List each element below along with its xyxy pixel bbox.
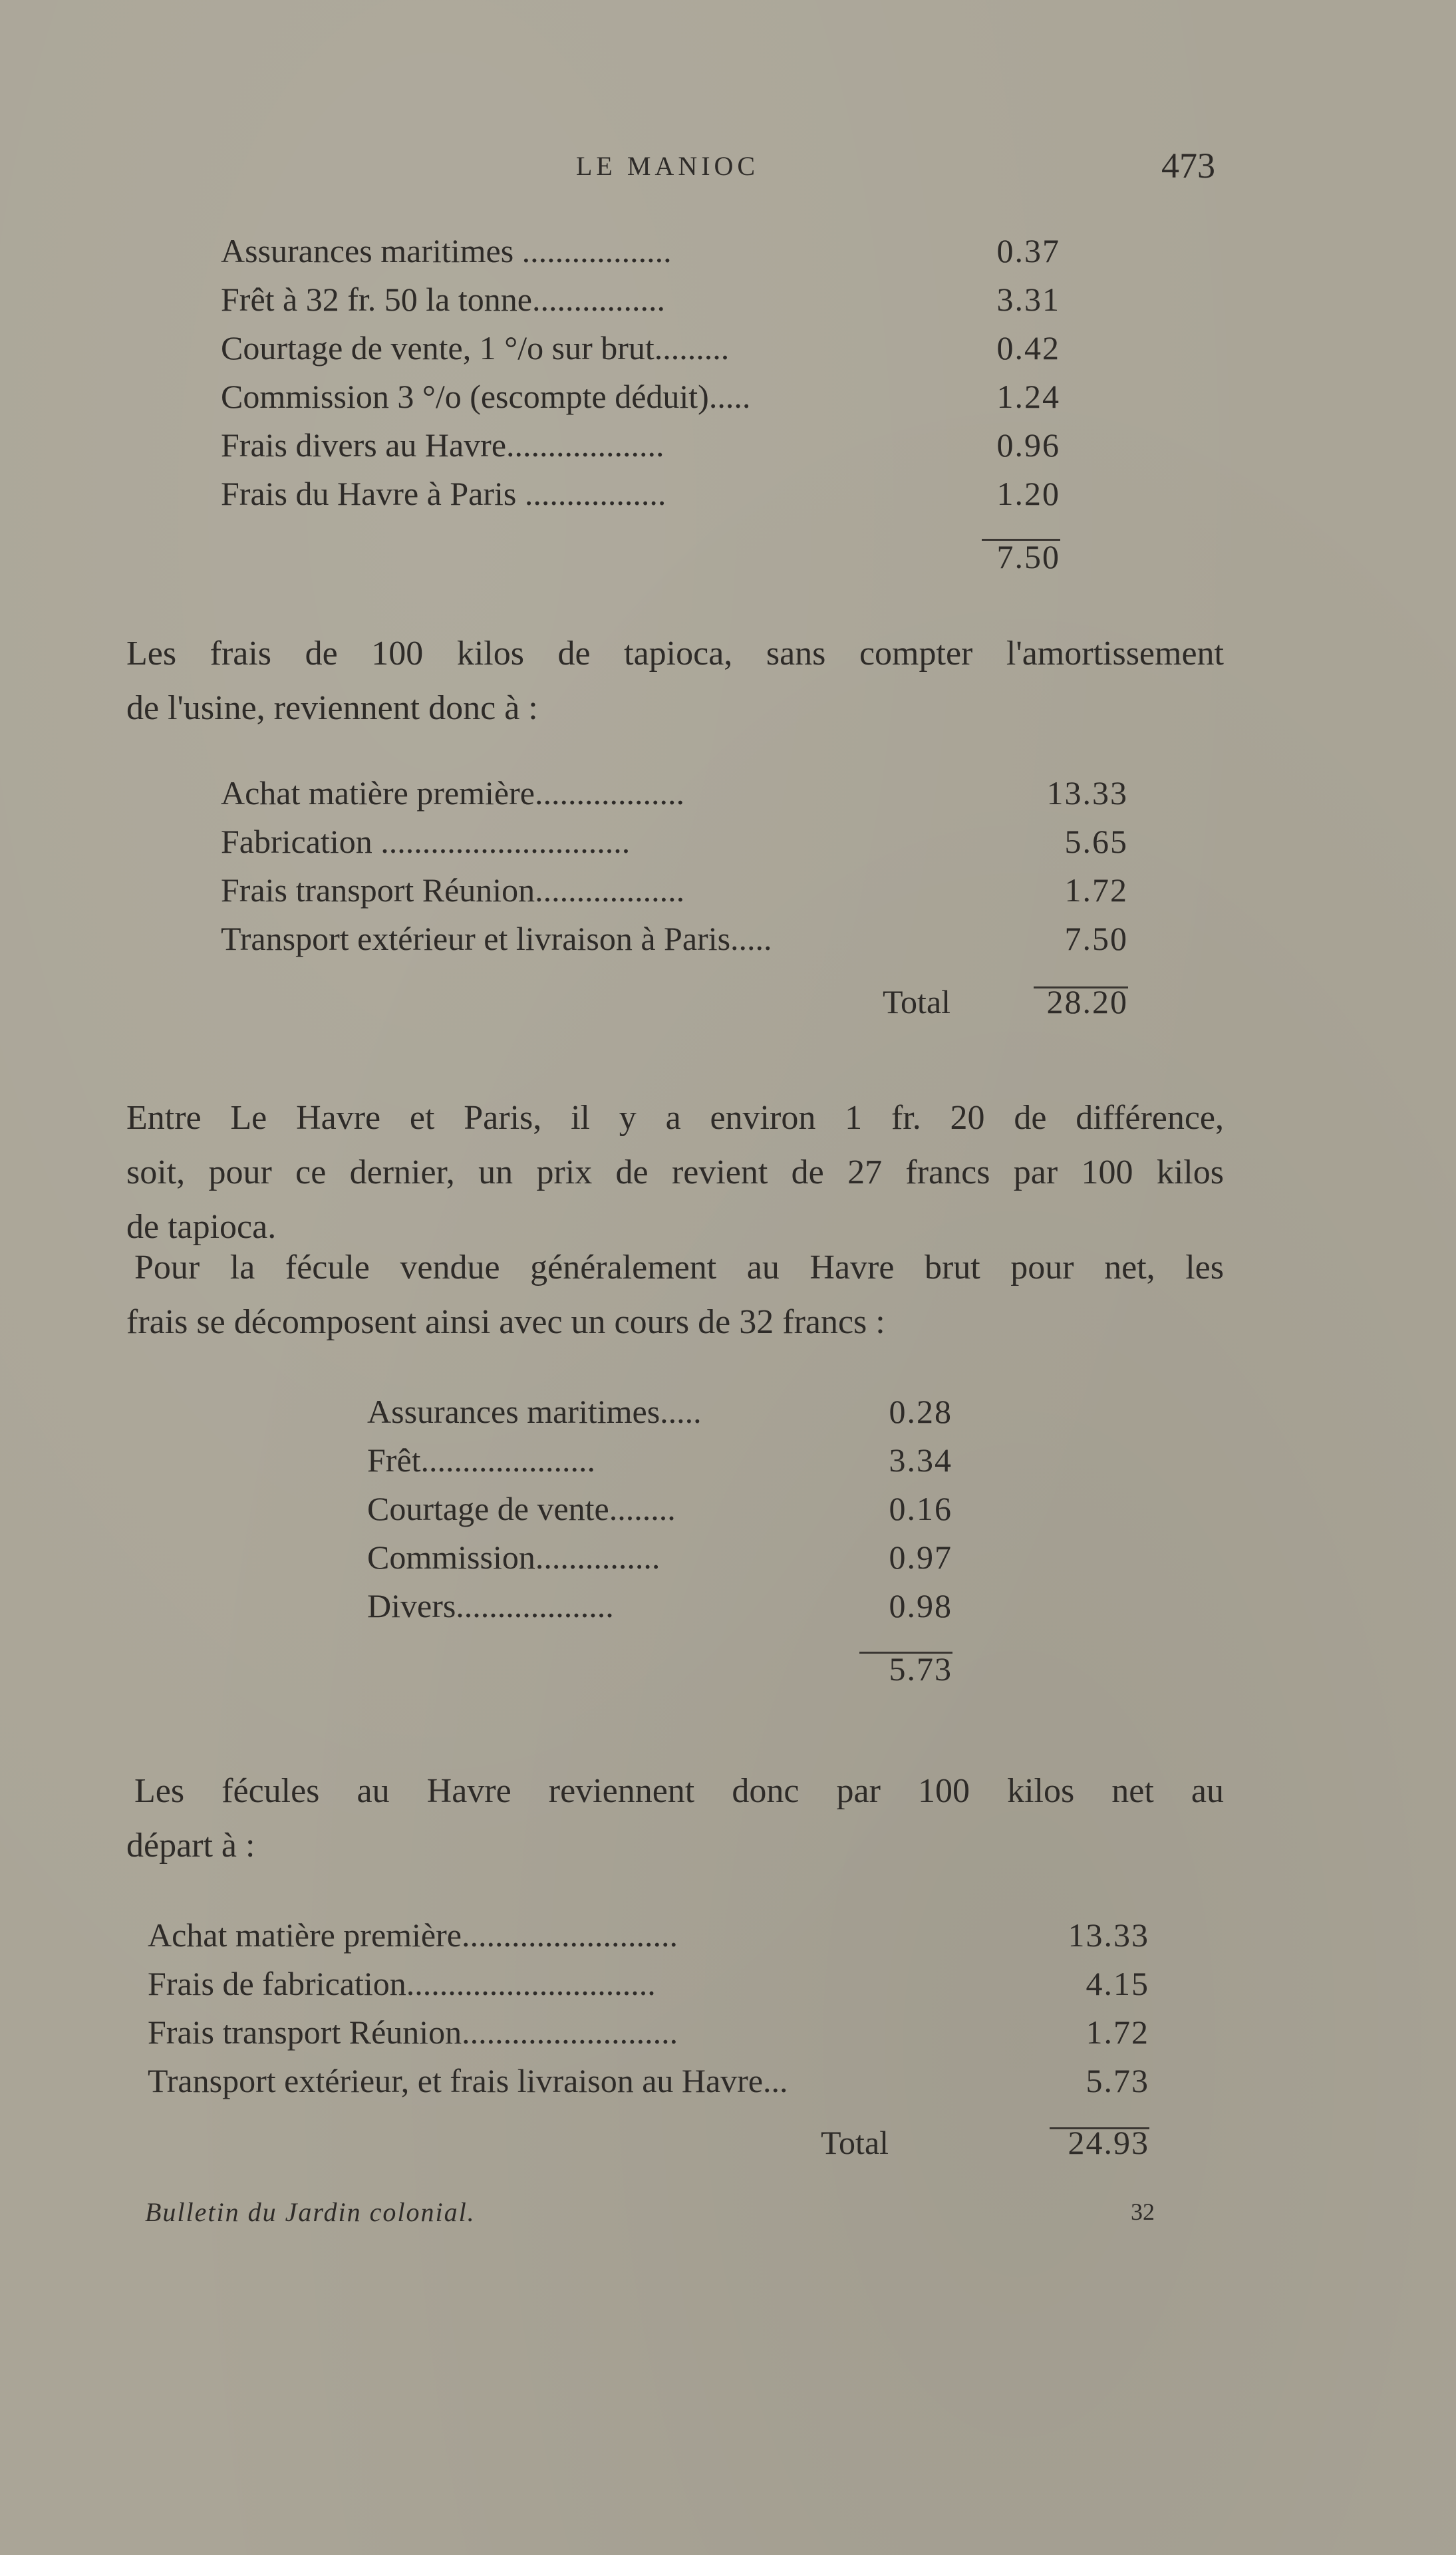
row-label: Transport extérieur et livraison à Paris..... [221,920,772,957]
row-label: Courtage de vente........ [367,1490,676,1527]
total-label: Total [883,983,951,1020]
row-value: 1.24 [996,378,1060,415]
row-label: Frais de fabrication.............................. [148,1965,656,2002]
text-line: soit, pour ce dernier, un prix de revient de 27 francs par 100 kilos [126,1153,1224,1191]
row-value: 0.28 [889,1393,952,1430]
table-row [367,1538,952,1586]
table-row [367,1489,952,1538]
total-value: 24.93 [1068,2124,1149,2161]
table-row [367,1441,952,1489]
paragraph [126,1241,1224,1350]
text-line: Entre Le Havre et Paris, il y a environ 1 fr. 20 de différence, [126,1099,1224,1137]
row-value: 13.33 [1046,774,1128,812]
row-label: Commission 3 °/o (escompte déduit)..... [221,378,751,415]
total-value: 28.20 [1046,983,1128,1020]
starch-cost-table [367,1392,952,1698]
table-row [221,231,1060,280]
table-row [221,329,1060,377]
row-label: Assurances maritimes .................. [221,232,672,269]
row-value: 5.73 [1086,2062,1149,2099]
table-row [221,919,1128,968]
row-label: Achat matière première.......................... [148,1916,678,1954]
row-value: 0.97 [889,1539,952,1576]
table-row [221,474,1060,523]
row-value: 0.42 [996,329,1060,367]
row-label: Frais du Havre à Paris ................. [221,475,666,512]
freight-cost-table [221,231,1060,586]
text-line: Pour la fécule vendue généralement au Havre brut pour net, les [134,1249,1224,1286]
running-title: LE MANIOC [576,151,760,181]
table-row [221,426,1060,474]
table-row [221,774,1128,822]
row-value: 3.34 [889,1441,952,1479]
paragraph [126,627,1224,736]
row-label: Divers................... [367,1587,614,1624]
row-label: Frêt..................... [367,1441,596,1479]
table-row [148,2013,1149,2061]
total-label: Total [821,2124,889,2161]
row-value: 0.96 [996,426,1060,464]
total-row [221,982,1128,1031]
row-label: Frêt à 32 fr. 50 la tonne................ [221,281,665,318]
text-line: Les frais de 100 kilos de tapioca, sans compter l'amortissement [126,635,1224,673]
paragraph [126,1764,1224,1873]
paragraph [126,1091,1224,1255]
row-value: 13.33 [1068,1916,1149,1954]
text-line: départ à : [126,1827,255,1865]
page-number: 473 [1161,146,1215,186]
row-value: 0.37 [996,232,1060,269]
starch-total-table [148,1916,1149,2172]
tapioca-cost-table [221,774,1128,1031]
row-label: Frais transport Réunion.................. [221,871,685,909]
row-label: Fabrication .............................. [221,823,631,860]
signature-number: 32 [1131,2198,1155,2225]
row-value: 4.15 [1086,1965,1149,2002]
row-label: Transport extérieur, et frais livraison au Havre... [148,2062,788,2099]
journal-title: Bulletin du Jardin colonial. [145,2197,476,2227]
row-label: Frais transport Réunion.......................... [148,2014,678,2051]
row-value: 1.72 [1064,871,1128,909]
row-value: 5.65 [1064,823,1128,860]
row-value: 1.20 [996,475,1060,512]
text-line: de l'usine, reviennent donc à : [126,689,538,727]
table-row [367,1392,952,1441]
table-row [221,280,1060,329]
total-value: 5.73 [889,1650,952,1688]
page-header [0,146,1456,190]
text-line: frais se décomposent ainsi avec un cours de 32 francs : [126,1303,885,1341]
row-label: Commission............... [367,1539,660,1576]
text-line: de tapioca. [126,1208,277,1246]
row-label: Assurances maritimes..... [367,1393,702,1430]
table-row [221,822,1128,871]
total-row [148,2123,1149,2172]
row-label: Frais divers au Havre................... [221,426,664,464]
row-value: 1.72 [1086,2014,1149,2051]
text-line: Les fécules au Havre reviennent donc par 100 kilos net au [134,1772,1224,1810]
table-row [367,1586,952,1635]
row-value: 7.50 [1064,920,1128,957]
table-row [148,2061,1149,2110]
row-value: 0.98 [889,1587,952,1624]
total-value: 7.50 [996,538,1060,575]
total-row [221,537,1060,586]
row-label: Achat matière première.................. [221,774,684,812]
row-value: 0.16 [889,1490,952,1527]
row-label: Courtage de vente, 1 °/o sur brut......... [221,329,730,367]
table-row [148,1964,1149,2013]
table-row [221,377,1060,426]
table-row [221,871,1128,919]
total-row [367,1650,952,1698]
row-value: 3.31 [996,281,1060,318]
table-row [148,1916,1149,1964]
